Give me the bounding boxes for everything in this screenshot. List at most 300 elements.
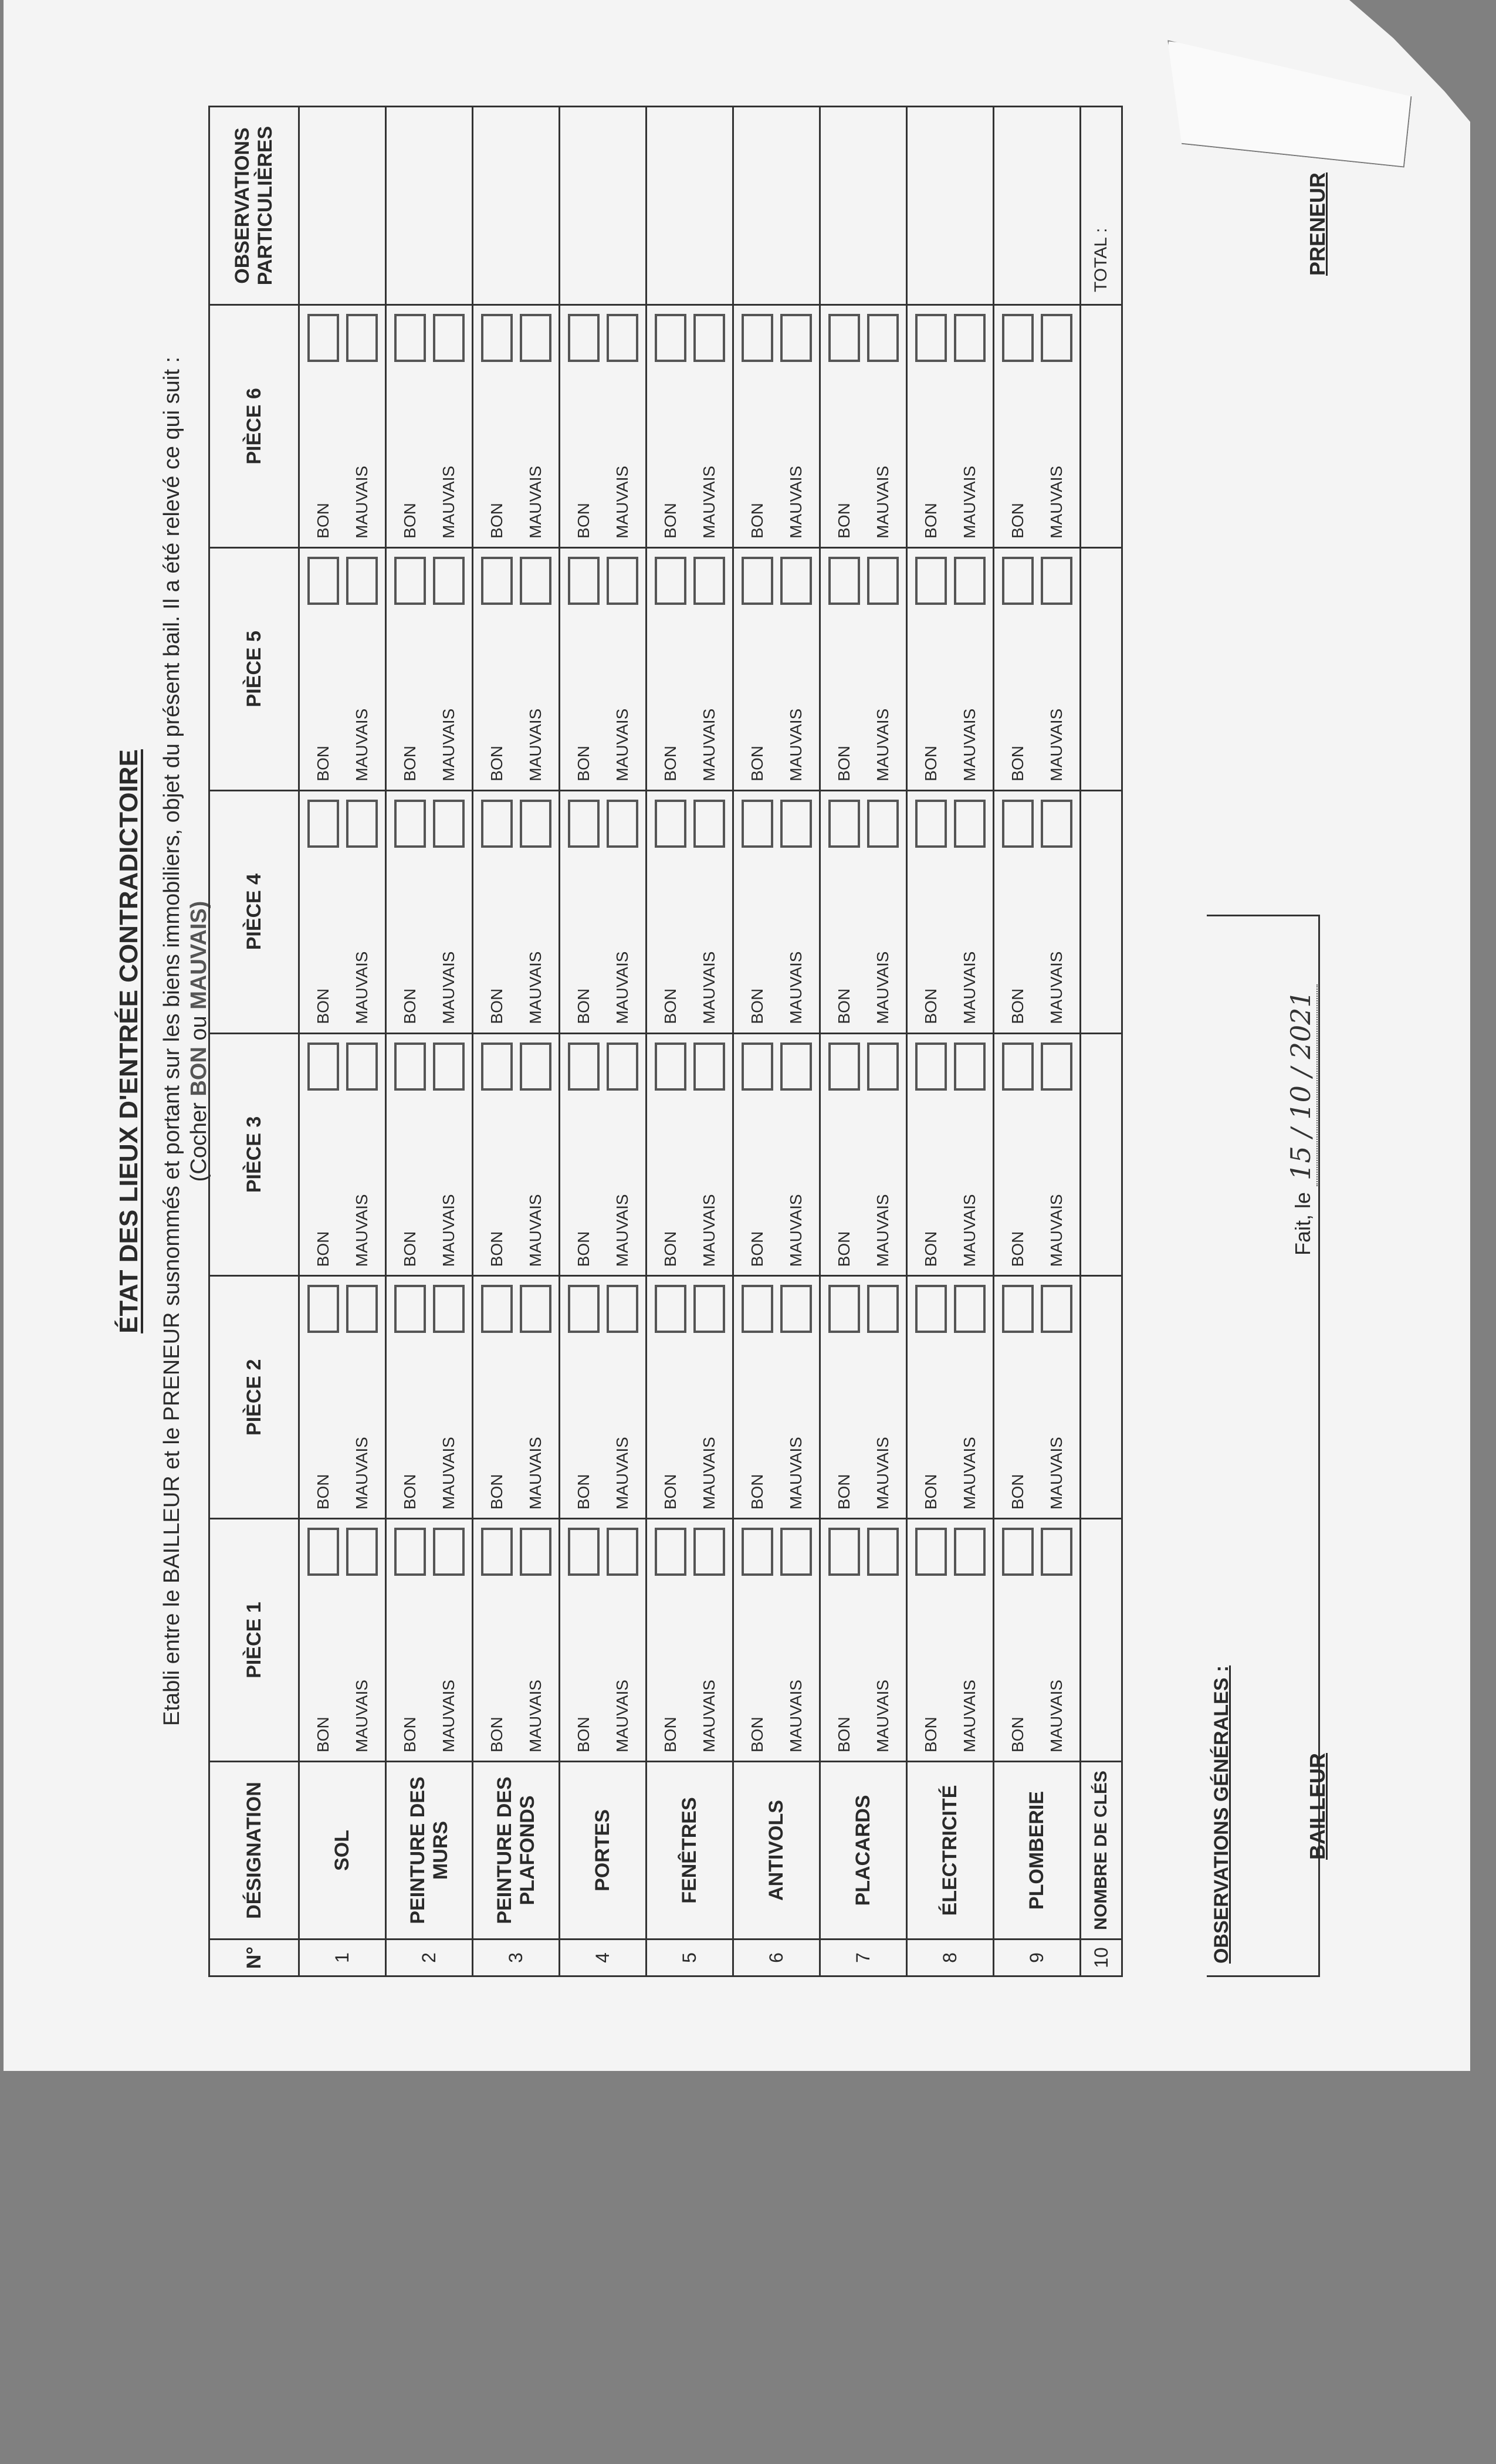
option-label: MAUVAIS [439,1194,458,1267]
checkbox[interactable] [568,1285,600,1333]
preneur-signature-label: PRENEUR [1305,172,1329,276]
checkbox[interactable] [954,1528,986,1576]
checkbox[interactable] [655,314,686,362]
checkbox[interactable] [867,1285,899,1333]
option-label: MAUVAIS [526,465,544,539]
piece-cell [473,1519,560,1762]
checkbox[interactable] [655,1285,686,1333]
bon-option [1002,800,1034,1024]
keys-count-cell[interactable] [1081,305,1122,548]
bon-option [568,1285,600,1509]
mauvais-option [693,1528,725,1752]
checkbox[interactable] [1041,314,1072,362]
option-label: BON [313,503,332,539]
checkbox[interactable] [915,1285,947,1333]
option-label: MAUVAIS [1047,465,1065,539]
checkbox[interactable] [394,1285,426,1333]
keys-count-cell[interactable] [1081,1519,1122,1762]
header-piece-4: PIÈCE 4 [209,790,299,1033]
option-label: BON [400,746,419,781]
mauvais-option [867,800,899,1024]
option-label: MAUVAIS [873,465,892,539]
piece-cell [647,1276,733,1519]
option-label: MAUVAIS [786,1437,805,1510]
keys-count-cell[interactable] [1081,547,1122,790]
checkbox[interactable] [346,557,378,605]
option-label: MAUVAIS [960,1194,979,1267]
bon-option [828,557,860,781]
option-label: MAUVAIS [439,708,458,781]
intro-text [158,94,212,1989]
bon-option [481,1043,513,1267]
bon-option [1002,1043,1034,1267]
table-row [994,107,1081,1976]
bon-option [828,800,860,1024]
piece-cell [907,790,994,1033]
checkbox[interactable] [1002,800,1034,848]
mauvais-option [954,1043,986,1267]
checkbox[interactable] [915,1043,947,1091]
checkbox[interactable] [433,1285,465,1333]
bon-option [655,800,686,1024]
piece-cell [473,547,560,790]
piece-cell [820,1519,907,1762]
option-label: BON [574,1231,593,1267]
checkbox[interactable] [481,1528,513,1576]
intro-cocher: (Cocher [187,1102,211,1182]
checkbox[interactable] [867,557,899,605]
checkbox[interactable] [828,1043,860,1091]
mauvais-option [520,314,551,539]
checkbox[interactable] [655,800,686,848]
checkbox[interactable] [520,1528,551,1576]
checkbox[interactable] [568,557,600,605]
checkbox[interactable] [307,1285,339,1333]
row-designation: PLOMBERIE [994,1762,1081,1940]
mauvais-option [1041,1043,1072,1267]
checkbox[interactable] [954,557,986,605]
observation-cell[interactable] [907,107,994,305]
row-number: 8 [907,1940,994,1976]
piece-cell [560,1276,647,1519]
piece-cell [299,1276,386,1519]
option-label: MAUVAIS [612,1437,631,1510]
checkbox[interactable] [780,1528,812,1576]
option-label: BON [487,1231,506,1267]
mauvais-option [346,314,378,539]
option-label: BON [1008,503,1027,539]
piece-cell [733,790,820,1033]
mauvais-option [520,1043,551,1267]
checkbox[interactable] [655,1528,686,1576]
row-number: 9 [994,1940,1081,1976]
bon-option [655,1043,686,1267]
row-designation: PEINTURE DES MURS [386,1762,473,1940]
option-label: MAUVAIS [960,465,979,539]
checkbox[interactable] [742,800,773,848]
checkbox[interactable] [607,557,638,605]
checkbox[interactable] [742,1528,773,1576]
bon-option [915,557,947,781]
mauvais-option [607,314,638,539]
option-label: MAUVAIS [786,1680,805,1752]
piece-cell [473,790,560,1033]
table-row [299,107,386,1976]
option-label: MAUVAIS [786,708,805,781]
option-label: BON [574,746,593,781]
piece-cell [386,1033,473,1276]
mauvais-option [346,800,378,1024]
checkbox[interactable] [568,314,600,362]
checkbox[interactable] [915,314,947,362]
checkbox[interactable] [954,800,986,848]
checkbox[interactable] [1002,1043,1034,1091]
checkbox[interactable] [346,1043,378,1091]
piece-cell [907,1519,994,1762]
keys-count-cell[interactable] [1081,1033,1122,1276]
bon-option [307,1043,339,1267]
piece-cell [386,305,473,548]
row-number: 6 [733,1940,820,1976]
checkbox[interactable] [394,1043,426,1091]
piece-cell [994,1033,1081,1276]
checkbox[interactable] [693,314,725,362]
option-label: MAUVAIS [526,1194,544,1267]
observation-cell[interactable] [299,107,386,305]
option-label: MAUVAIS [352,1194,371,1267]
checkbox[interactable] [607,1285,638,1333]
checkbox[interactable] [655,557,686,605]
checkbox[interactable] [346,1285,378,1333]
checkbox[interactable] [1002,1285,1034,1333]
checkbox[interactable] [307,1528,339,1576]
checkbox[interactable] [481,1043,513,1091]
option-label: MAUVAIS [439,951,458,1024]
bon-option [915,800,947,1024]
observation-cell[interactable] [560,107,647,305]
checkbox[interactable] [520,314,551,362]
option-label: BON [921,1474,940,1510]
mauvais-option [607,800,638,1024]
option-label: BON [400,503,419,539]
bon-option [307,1528,339,1752]
option-label: MAUVAIS [873,708,892,781]
checkbox[interactable] [780,557,812,605]
checkbox[interactable] [607,1043,638,1091]
option-label: BON [661,1474,679,1510]
checkbox[interactable] [394,800,426,848]
option-label: MAUVAIS [1047,951,1065,1024]
bon-option [568,800,600,1024]
checkbox[interactable] [307,800,339,848]
option-label: BON [574,503,593,539]
checkbox[interactable] [915,557,947,605]
header-piece-3: PIÈCE 3 [209,1033,299,1276]
intro-line: Etabli entre le BAILLEUR et le PRENEUR susnommés et portant sur les biens immobiliers, objet du présent bail. Il a été relevé ce qui suit : [160,357,184,1726]
checkbox[interactable] [693,1528,725,1576]
observation-cell[interactable] [994,107,1081,305]
checkbox[interactable] [520,800,551,848]
checkbox[interactable] [568,1528,600,1576]
checkbox[interactable] [433,314,465,362]
checkbox[interactable] [520,1285,551,1333]
piece-cell [473,1033,560,1276]
checkbox[interactable] [1041,1285,1072,1333]
option-label: BON [487,1474,506,1510]
piece-cell [386,790,473,1033]
option-label: MAUVAIS [612,951,631,1024]
option-label: BON [747,1717,766,1752]
option-label: BON [834,1717,853,1752]
option-label: MAUVAIS [960,1680,979,1752]
piece-cell [820,1276,907,1519]
checkbox[interactable] [1041,800,1072,848]
checkbox[interactable] [394,557,426,605]
bon-option [568,1528,600,1752]
checkbox[interactable] [1002,1528,1034,1576]
mauvais-option [607,1528,638,1752]
checkbox[interactable] [433,1528,465,1576]
checkbox[interactable] [954,1285,986,1333]
option-label: MAUVAIS [612,708,631,781]
piece-cell [733,305,820,548]
checkbox[interactable] [607,314,638,362]
checkbox[interactable] [828,557,860,605]
row-number: 1 [299,1940,386,1976]
checkbox[interactable] [693,557,725,605]
option-label: MAUVAIS [786,951,805,1024]
checkbox[interactable] [433,1043,465,1091]
option-label: BON [313,746,332,781]
checkbox[interactable] [828,1285,860,1333]
checkbox[interactable] [394,1528,426,1576]
option-label: BON [487,503,506,539]
option-label: BON [661,988,679,1024]
keys-count-cell[interactable] [1081,790,1122,1033]
mauvais-option [693,314,725,539]
checkbox[interactable] [568,800,600,848]
option-label: BON [921,988,940,1024]
checkbox[interactable] [433,557,465,605]
option-label: MAUVAIS [439,465,458,539]
option-label: MAUVAIS [873,1194,892,1267]
option-label: MAUVAIS [352,1680,371,1752]
option-label: MAUVAIS [960,951,979,1024]
checkbox[interactable] [954,314,986,362]
mauvais-option [693,800,725,1024]
intro-bon: BON [187,1047,211,1096]
checkbox[interactable] [1041,1043,1072,1091]
option-label: MAUVAIS [1047,708,1065,781]
piece-cell [473,305,560,548]
bon-option [828,314,860,539]
checkbox[interactable] [481,1285,513,1333]
checkbox[interactable] [780,1285,812,1333]
checkbox[interactable] [693,1043,725,1091]
observation-cell[interactable] [733,107,820,305]
piece-cell [560,790,647,1033]
header-row [209,107,299,1976]
option-label: BON [747,503,766,539]
bon-option [742,1043,773,1267]
piece-cell [907,1276,994,1519]
option-label: BON [574,988,593,1024]
checkbox[interactable] [520,1043,551,1091]
option-label: MAUVAIS [699,1680,718,1752]
checkbox[interactable] [780,314,812,362]
checkbox[interactable] [915,1528,947,1576]
checkbox[interactable] [1002,314,1034,362]
mauvais-option [693,1043,725,1267]
checkbox[interactable] [655,1043,686,1091]
observation-cell[interactable] [820,107,907,305]
bon-option [394,800,426,1024]
checkbox[interactable] [346,800,378,848]
option-label: BON [921,1717,940,1752]
piece-cell [299,547,386,790]
observation-cell[interactable] [473,107,560,305]
checkbox[interactable] [693,1285,725,1333]
option-label: MAUVAIS [612,1194,631,1267]
mauvais-option [520,557,551,781]
checkbox[interactable] [780,800,812,848]
checkbox[interactable] [481,314,513,362]
checkbox[interactable] [481,800,513,848]
checkbox[interactable] [346,314,378,362]
observation-cell[interactable] [386,107,473,305]
checkbox[interactable] [742,1043,773,1091]
piece-cell [994,790,1081,1033]
option-label: BON [747,1474,766,1510]
option-label: BON [661,1231,679,1267]
checkbox[interactable] [867,314,899,362]
option-label: MAUVAIS [699,1437,718,1510]
option-label: BON [834,503,853,539]
checkbox[interactable] [742,557,773,605]
checkbox[interactable] [1002,557,1034,605]
piece-cell [560,1519,647,1762]
observation-cell[interactable] [647,107,733,305]
checkbox[interactable] [568,1043,600,1091]
checkbox[interactable] [742,1285,773,1333]
checkbox[interactable] [828,1528,860,1576]
option-label: BON [921,1231,940,1267]
piece-cell [820,305,907,548]
bon-option [828,1285,860,1509]
checkbox[interactable] [520,557,551,605]
piece-cell [907,305,994,548]
mauvais-option [1041,557,1072,781]
option-label: BON [313,988,332,1024]
header-piece-6: PIÈCE 6 [209,305,299,548]
document-title: ÉTAT DES LIEUX D'ENTRÉE CONTRADICTOIRE [114,749,143,1333]
checkbox[interactable] [867,1528,899,1576]
checkbox[interactable] [1041,557,1072,605]
checkbox[interactable] [346,1528,378,1576]
mauvais-option [693,1285,725,1509]
option-label: MAUVAIS [960,708,979,781]
checkbox[interactable] [481,557,513,605]
mauvais-option [1041,800,1072,1024]
checkbox[interactable] [307,557,339,605]
checkbox[interactable] [867,800,899,848]
bon-option [307,800,339,1024]
option-label: BON [661,503,679,539]
bon-option [394,1285,426,1509]
checkbox[interactable] [1041,1528,1072,1576]
checkbox[interactable] [307,1043,339,1091]
checkbox[interactable] [954,1043,986,1091]
piece-cell [647,305,733,548]
checkbox[interactable] [607,800,638,848]
bailleur-signature-label: BAILLEUR [1305,1753,1329,1860]
option-label: MAUVAIS [699,465,718,539]
option-label: BON [574,1717,593,1752]
mauvais-option [867,1043,899,1267]
piece-cell [560,1033,647,1276]
keys-total: TOTAL : [1081,107,1122,305]
table-row [386,107,473,1976]
option-label: MAUVAIS [786,465,805,539]
option-label: BON [834,1474,853,1510]
option-label: MAUVAIS [439,1437,458,1510]
keys-count-cell[interactable] [1081,1276,1122,1519]
mauvais-option [780,557,812,781]
bon-option [1002,314,1034,539]
piece-cell [994,1276,1081,1519]
option-label: BON [487,746,506,781]
piece-cell [560,305,647,548]
checkbox[interactable] [780,1043,812,1091]
checkbox[interactable] [307,314,339,362]
checkbox[interactable] [607,1528,638,1576]
bon-option [481,1285,513,1509]
checkbox[interactable] [867,1043,899,1091]
piece-cell [473,1276,560,1519]
bon-option [915,1043,947,1267]
row-number: 10 [1081,1940,1122,1976]
mauvais-option [433,1528,465,1752]
mauvais-option [520,1528,551,1752]
option-label: BON [921,746,940,781]
option-label: BON [1008,746,1027,781]
signature-date[interactable]: 15 / 10 / 2021 [1285,984,1318,1186]
piece-cell [907,547,994,790]
bon-option [1002,1528,1034,1752]
checkbox[interactable] [915,800,947,848]
piece-cell [733,1033,820,1276]
option-label: BON [834,1231,853,1267]
checkbox[interactable] [394,314,426,362]
piece-cell [820,547,907,790]
row-designation: PLACARDS [820,1762,907,1940]
date-line [1285,984,1316,1255]
checkbox[interactable] [693,800,725,848]
checkbox[interactable] [828,314,860,362]
option-label: MAUVAIS [526,951,544,1024]
bon-option [742,314,773,539]
piece-cell [820,790,907,1033]
bon-option [915,314,947,539]
mauvais-option [520,800,551,1024]
checkbox[interactable] [433,800,465,848]
option-label: MAUVAIS [786,1194,805,1267]
checkbox[interactable] [742,314,773,362]
mauvais-option [607,1043,638,1267]
checkbox[interactable] [828,800,860,848]
bon-option [481,557,513,781]
bon-option [307,314,339,539]
